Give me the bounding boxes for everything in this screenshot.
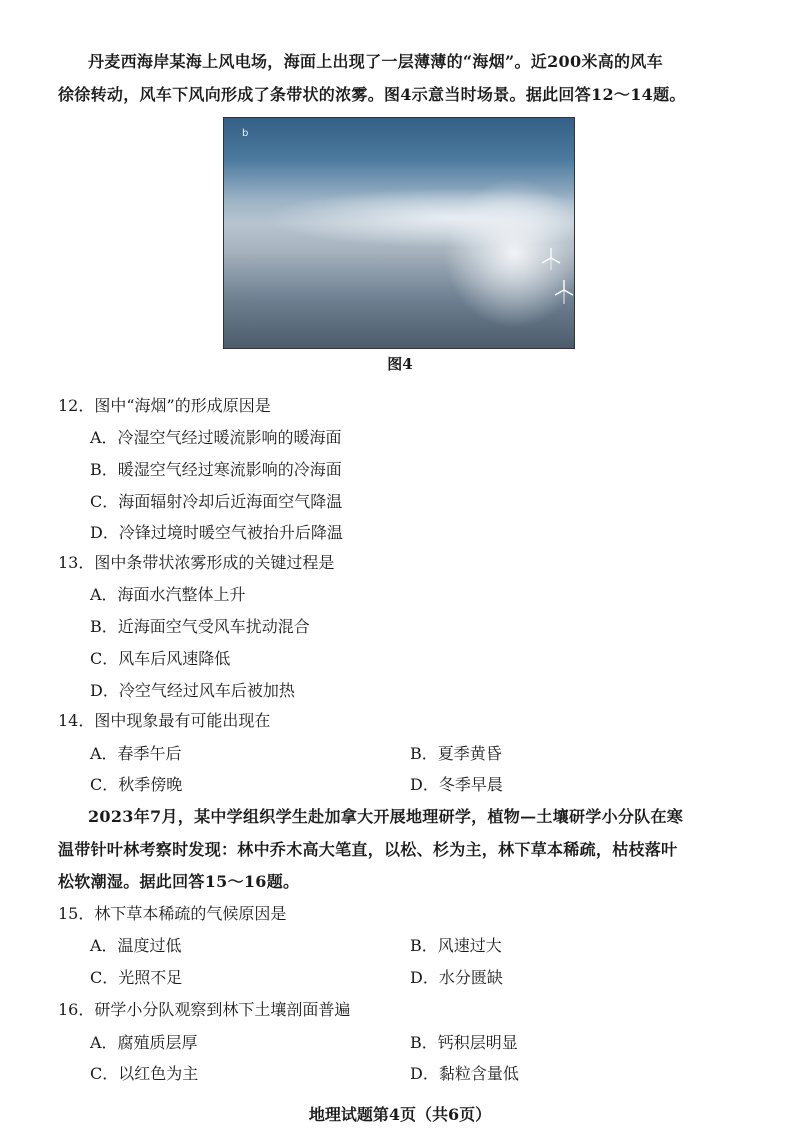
- q13-option-b: B．近海面空气受风车扰动混合: [90, 617, 310, 636]
- intro-line-1: 丹麦西海岸某海上风电场，海面上出现了一层薄薄的“海烟”。近200米高的风车: [88, 52, 663, 71]
- q15-option-b: B．风速过大: [410, 936, 502, 955]
- q12-option-d: D．冷锋过境时暖空气被抬升后降温: [90, 523, 343, 542]
- q13-option-c: C．风车后风速降低: [90, 649, 231, 668]
- q15-option-d: D．水分匮缺: [410, 968, 503, 987]
- q16-option-c: C．以红色为主: [90, 1064, 199, 1083]
- q14-option-c: C．秋季傍晚: [90, 775, 183, 794]
- intro-line-2: 徐徐转动，风车下风向形成了条带状的浓雾。图4示意当时场景。据此回答12～14题。: [58, 85, 686, 104]
- figure-4-sea-fog-photo: [223, 117, 575, 349]
- q14-option-a: A．春季午后: [90, 744, 182, 763]
- wind-turbine-icon: [539, 246, 563, 270]
- q12-option-b: B．暖湿空气经过寒流影响的冷海面: [90, 460, 342, 479]
- q15-stem: 15．林下草本稀疏的气候原因是: [58, 904, 287, 923]
- q14-option-d: D．冬季早晨: [410, 775, 503, 794]
- q16-option-a: A．腐殖质层厚: [90, 1033, 198, 1052]
- q12-stem: 12．图中“海烟”的形成原因是: [58, 396, 271, 415]
- q16-stem: 16．研学小分队观察到林下土壤剖面普遍: [58, 1000, 351, 1019]
- q13-option-d: D．冷空气经过风车后被加热: [90, 681, 295, 700]
- q14-stem: 14．图中现象最有可能出现在: [58, 711, 271, 730]
- passage2-line-2: 温带针叶林考察时发现：林中乔木高大笔直，以松、杉为主，林下草本稀疏，枯枝落叶: [58, 840, 678, 859]
- q16-option-d: D．黏粒含量低: [410, 1064, 519, 1083]
- passage2-line-1: 2023年7月，某中学组织学生赴加拿大开展地理研学，植物—土壤研学小分队在寒: [88, 807, 684, 826]
- q12-option-a: A．冷湿空气经过暖流影响的暖海面: [90, 428, 342, 447]
- q13-option-a: A．海面水汽整体上升: [90, 585, 246, 604]
- figure-panel-tag: b: [242, 128, 249, 139]
- q12-option-c: C．海面辐射冷却后近海面空气降温: [90, 492, 343, 511]
- q13-stem: 13．图中条带状浓雾形成的关键过程是: [58, 553, 335, 572]
- q15-option-a: A．温度过低: [90, 936, 182, 955]
- page-footer: 地理试题第4页（共6页）: [308, 1105, 492, 1124]
- figure-caption: 图4: [387, 355, 413, 373]
- q16-option-b: B．钙积层明显: [410, 1033, 518, 1052]
- wind-turbine-icon: [552, 278, 575, 304]
- q15-option-c: C．光照不足: [90, 968, 183, 987]
- passage2-line-3: 松软潮湿。据此回答15～16题。: [58, 872, 300, 891]
- q14-option-b: B．夏季黄昏: [410, 744, 502, 763]
